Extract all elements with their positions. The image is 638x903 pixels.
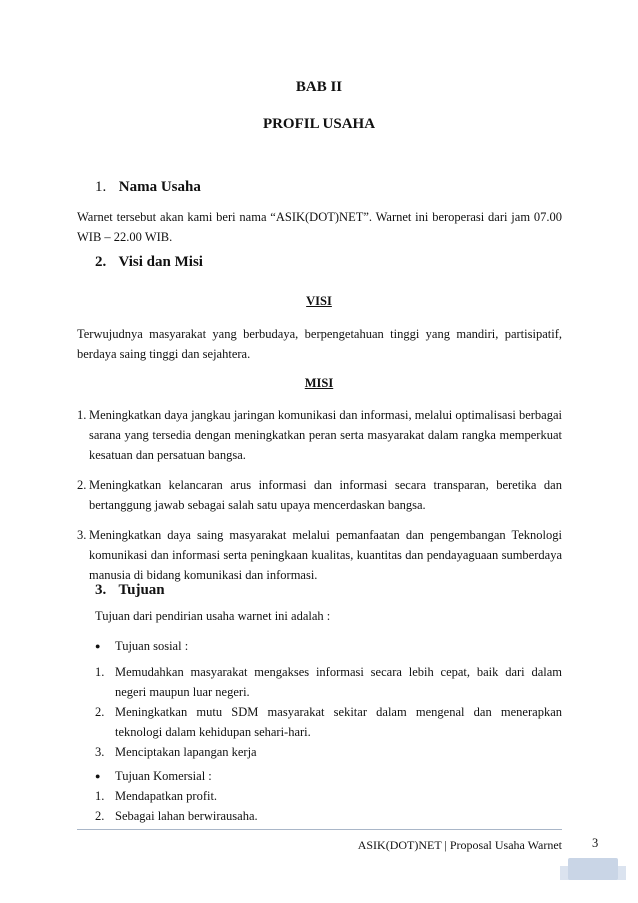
- list-number: 2.: [77, 478, 87, 492]
- bullet-item: [95, 766, 562, 786]
- visi-paragraph: Terwujudnya masyarakat yang berbudaya, berpengetahuan tinggi yang mandiri, partisipatif, berdaya saing tinggi dan sejahtera.: [77, 327, 562, 361]
- footer-rule: [77, 829, 562, 830]
- section-heading-visi-misi: [95, 254, 203, 271]
- section-number: 2.: [95, 254, 107, 270]
- tujuan-sosial-list: [95, 636, 562, 762]
- list-item: [95, 662, 562, 702]
- tujuan-intro: Tujuan dari pendirian usaha warnet ini adalah :: [95, 609, 331, 623]
- list-text: Meningkatkan daya saing masyarakat melalui pemanfaatan dan pengembangan Teknologi komunikasi dan informasi serta peningkaan kualitas, kuantitas dan pendayaguaan sumberdaya manusia di bidang komunikasi dan informasi.: [89, 528, 562, 582]
- bullet-text: Tujuan sosial :: [115, 639, 189, 653]
- list-text: Mendapatkan profit.: [115, 789, 218, 803]
- list-text: Sebagai lahan berwirausaha.: [115, 809, 258, 823]
- section-title: Nama Usaha: [118, 179, 201, 195]
- list-item: [95, 786, 562, 806]
- chapter-label: BAB II: [295, 79, 343, 95]
- list-number: 1.: [95, 789, 105, 803]
- list-text: Memudahkan masyarakat mengakses informasi secara lebih cepat, baik dari dalam negeri maupun luar negeri.: [115, 665, 562, 699]
- bullet-item: [95, 636, 562, 656]
- footer-text: ASIK(DOT)NET | Proposal Usaha Warnet: [357, 838, 562, 852]
- misi-list: [77, 405, 562, 595]
- section-title: Visi dan Misi: [118, 254, 203, 270]
- corner-tab: [568, 858, 618, 880]
- list-text: Menciptakan lapangan kerja: [115, 745, 257, 759]
- list-number: 3.: [95, 745, 105, 759]
- list-text: Meningkatkan mutu SDM masyarakat sekitar dalam mengenal dan menerapkan teknologi dalam kehidupan sehari-hari.: [115, 705, 562, 739]
- list-item: [95, 742, 562, 762]
- misi-heading: MISI: [304, 376, 334, 390]
- list-item: [77, 405, 562, 465]
- list-number: 1.: [95, 665, 105, 679]
- section-number: 3.: [95, 582, 107, 598]
- page-number: 3: [592, 836, 599, 850]
- bullet-text: Tujuan Komersial :: [115, 769, 212, 783]
- list-number: 3.: [77, 528, 87, 542]
- nama-usaha-paragraph: Warnet tersebut akan kami beri nama “ASIK(DOT)NET”. Warnet ini beroperasi dari jam 07.00 WIB – 22.00 WIB.: [77, 210, 562, 244]
- visi-heading: VISI: [306, 294, 332, 308]
- section-heading-nama-usaha: [95, 179, 201, 196]
- list-item: [77, 525, 562, 585]
- chapter-title: PROFIL USAHA: [262, 116, 376, 132]
- section-title: Tujuan: [118, 582, 165, 598]
- list-item: [95, 702, 562, 742]
- list-number: 1.: [77, 408, 87, 422]
- tujuan-komersial-list: [95, 766, 562, 826]
- list-item: [77, 475, 562, 515]
- list-number: 2.: [95, 705, 105, 719]
- list-number: 2.: [95, 809, 105, 823]
- list-text: Meningkatkan kelancaran arus informasi dan informasi secara transparan, beretika dan bertanggung jawab sebagai salah satu upaya mencerdaskan bangsa.: [89, 478, 562, 512]
- section-heading-tujuan: [95, 582, 165, 599]
- bullet-icon: ●: [95, 771, 101, 781]
- list-text: Meningkatkan daya jangkau jaringan komunikasi dan informasi, melalui optimalisasi berbagai sarana yang tersedia dengan meningkatkan peran serta masyarakat dalam rangka memperkuat kesatuan dan persatuan bangsa.: [89, 408, 562, 462]
- list-item: [95, 806, 562, 826]
- bullet-icon: ●: [95, 641, 101, 651]
- section-number: 1.: [95, 179, 107, 195]
